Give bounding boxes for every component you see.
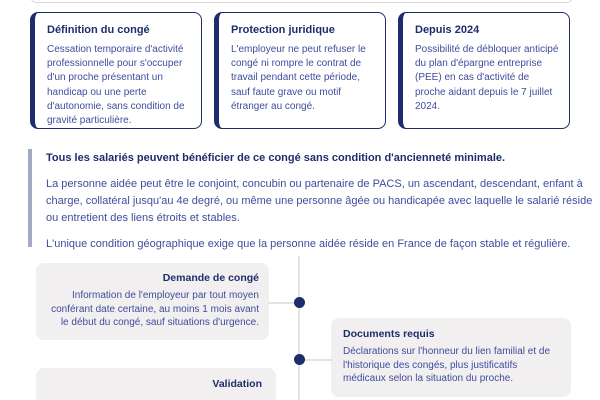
timeline-step-body: Information de l'employeur par tout moyen conférant date certaine, au moins 1 mois avant le début du congé, sauf situations d'urgence.	[51, 290, 259, 328]
card-body: Possibilité de débloquer anticipé du plan d'épargne entreprise (PEE) en cas d'activité de proche aidant depuis le 7 juillet 2024.	[415, 44, 559, 112]
timeline-connector	[304, 359, 332, 361]
timeline-step-demande	[36, 263, 269, 340]
timeline-dot	[294, 354, 305, 365]
info-cards-row	[30, 12, 570, 129]
card-body: Cessation temporaire d'activité professionnelle pour s'occuper d'un proche présentant un handicap ou une perte d'autonomie, sans condition de gravité particulière.	[47, 44, 185, 126]
section-accent-bar	[28, 149, 32, 247]
timeline-step-body: Déclarations sur l'honneur du lien familial et de l'historique des congés, plus justificatifs médicaux selon la situation du proche.	[343, 346, 551, 384]
timeline-dot	[294, 297, 305, 308]
eligibility-paragraph: La personne aidée peut être le conjoint, concubin ou partenaire de PACS, un ascendant, descendant, enfant à charge, collatéral jusqu'au 4e degré, ou même une personne âgée ou handicapée avec laquelle le salarié réside ou entretient des liens étroits et stables.	[46, 178, 593, 224]
timeline-step-title: Demande de congé	[162, 272, 259, 284]
eligibility-lead: Tous les salariés peuvent bénéficier de ce congé sans condition d'ancienneté minimale.	[46, 152, 506, 164]
eligibility-paragraph: L'unique condition géographique exige que la personne aidée réside en France de façon stable et régulière.	[46, 238, 571, 250]
card-title: Protection juridique	[231, 24, 335, 36]
timeline-step-title: Validation	[212, 378, 262, 390]
card-title: Depuis 2024	[415, 24, 480, 36]
eligibility-section	[46, 150, 598, 262]
card-body: L'employeur ne peut refuser le congé ni rompre le contrat de travail pendant cette période, sauf faute grave ou motif étranger au congé.	[231, 44, 366, 112]
timeline-step-title: Documents requis	[343, 328, 435, 340]
timeline-step-validation	[36, 368, 276, 400]
card-definition-conge	[30, 12, 202, 129]
card-title: Définition du congé	[47, 24, 150, 36]
card-depuis-2024	[398, 12, 570, 129]
timeline-axis	[298, 256, 300, 400]
timeline-step-documents	[331, 318, 571, 397]
cutoff-box-bottom-edge	[30, 0, 573, 3]
card-protection-juridique	[214, 12, 386, 129]
timeline-connector	[268, 302, 295, 304]
